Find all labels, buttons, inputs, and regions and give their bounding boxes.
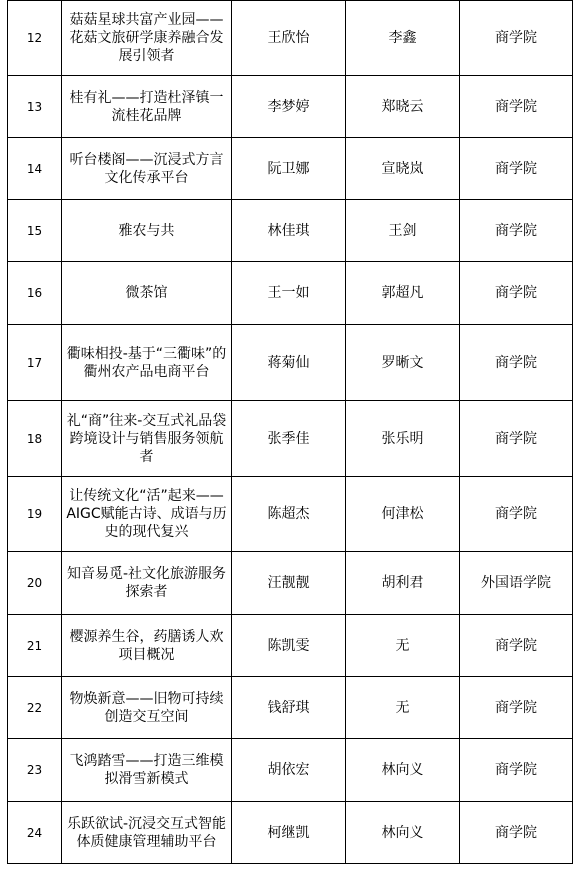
- college-name: 商学院: [460, 677, 573, 739]
- leader-name: 林佳琪: [232, 200, 346, 262]
- row-number: 13: [8, 76, 62, 138]
- project-name: 乐跃欲试-沉浸交互式智能体质健康管理辅助平台: [62, 802, 232, 864]
- advisor-name: 郑晓云: [346, 76, 460, 138]
- table-row: [8, 1, 573, 76]
- row-number: 24: [8, 802, 62, 864]
- table-row: [8, 552, 573, 615]
- project-name: 雅农与共: [62, 200, 232, 262]
- row-number: 23: [8, 739, 62, 802]
- college-name: 外国语学院: [460, 552, 573, 615]
- college-name: 商学院: [460, 477, 573, 552]
- table-row: [8, 802, 573, 864]
- advisor-name: 郭超凡: [346, 262, 460, 325]
- project-name: 菇菇星球共富产业园——花菇文旅研学康养融合发展引领者: [62, 1, 232, 76]
- project-name: 微茶馆: [62, 262, 232, 325]
- project-name: 衢味相投-基于“三衢味”的衢州农产品电商平台: [62, 325, 232, 401]
- college-name: 商学院: [460, 262, 573, 325]
- project-name: 礼“商”往来-交互式礼品袋跨境设计与销售服务领航者: [62, 401, 232, 477]
- project-table: [7, 0, 573, 864]
- table-row: [8, 677, 573, 739]
- leader-name: 汪靓靓: [232, 552, 346, 615]
- college-name: 商学院: [460, 76, 573, 138]
- project-name: 知音易觅-社文化旅游服务探索者: [62, 552, 232, 615]
- leader-name: 钱舒琪: [232, 677, 346, 739]
- project-name: 物焕新意——旧物可持续创造交互空间: [62, 677, 232, 739]
- row-number: 16: [8, 262, 62, 325]
- project-name: 飞鸿踏雪——打造三维模拟滑雪新模式: [62, 739, 232, 802]
- table-row: [8, 262, 573, 325]
- advisor-name: 罗晰文: [346, 325, 460, 401]
- advisor-name: 何津松: [346, 477, 460, 552]
- college-name: 商学院: [460, 739, 573, 802]
- advisor-name: 无: [346, 677, 460, 739]
- table-row: [8, 200, 573, 262]
- project-name: 让传统文化“活”起来——AIGC赋能古诗、成语与历史的现代复兴: [62, 477, 232, 552]
- leader-name: 王欣怡: [232, 1, 346, 76]
- row-number: 20: [8, 552, 62, 615]
- leader-name: 柯继凯: [232, 802, 346, 864]
- college-name: 商学院: [460, 401, 573, 477]
- project-table-body: [8, 1, 573, 864]
- table-row: [8, 615, 573, 677]
- advisor-name: 王剑: [346, 200, 460, 262]
- leader-name: 阮卫娜: [232, 138, 346, 200]
- advisor-name: 无: [346, 615, 460, 677]
- row-number: 17: [8, 325, 62, 401]
- project-name: 听台楼阁——沉浸式方言文化传承平台: [62, 138, 232, 200]
- row-number: 18: [8, 401, 62, 477]
- college-name: 商学院: [460, 138, 573, 200]
- row-number: 19: [8, 477, 62, 552]
- advisor-name: 张乐明: [346, 401, 460, 477]
- college-name: 商学院: [460, 325, 573, 401]
- advisor-name: 胡利君: [346, 552, 460, 615]
- college-name: 商学院: [460, 200, 573, 262]
- advisor-name: 林向义: [346, 739, 460, 802]
- table-row: [8, 76, 573, 138]
- leader-name: 李梦婷: [232, 76, 346, 138]
- table-row: [8, 401, 573, 477]
- table-row: [8, 138, 573, 200]
- college-name: 商学院: [460, 802, 573, 864]
- table-row: [8, 739, 573, 802]
- project-name: 桂有礼——打造杜泽镇一流桂花品牌: [62, 76, 232, 138]
- college-name: 商学院: [460, 615, 573, 677]
- leader-name: 王一如: [232, 262, 346, 325]
- project-name: 樱源养生谷，药膳诱人欢项目概况: [62, 615, 232, 677]
- advisor-name: 宣晓岚: [346, 138, 460, 200]
- table-row: [8, 477, 573, 552]
- leader-name: 陈超杰: [232, 477, 346, 552]
- advisor-name: 林向义: [346, 802, 460, 864]
- row-number: 21: [8, 615, 62, 677]
- leader-name: 张季佳: [232, 401, 346, 477]
- advisor-name: 李鑫: [346, 1, 460, 76]
- leader-name: 蒋菊仙: [232, 325, 346, 401]
- table-row: [8, 325, 573, 401]
- row-number: 12: [8, 1, 62, 76]
- leader-name: 胡依宏: [232, 739, 346, 802]
- leader-name: 陈凯雯: [232, 615, 346, 677]
- row-number: 22: [8, 677, 62, 739]
- row-number: 14: [8, 138, 62, 200]
- row-number: 15: [8, 200, 62, 262]
- college-name: 商学院: [460, 1, 573, 76]
